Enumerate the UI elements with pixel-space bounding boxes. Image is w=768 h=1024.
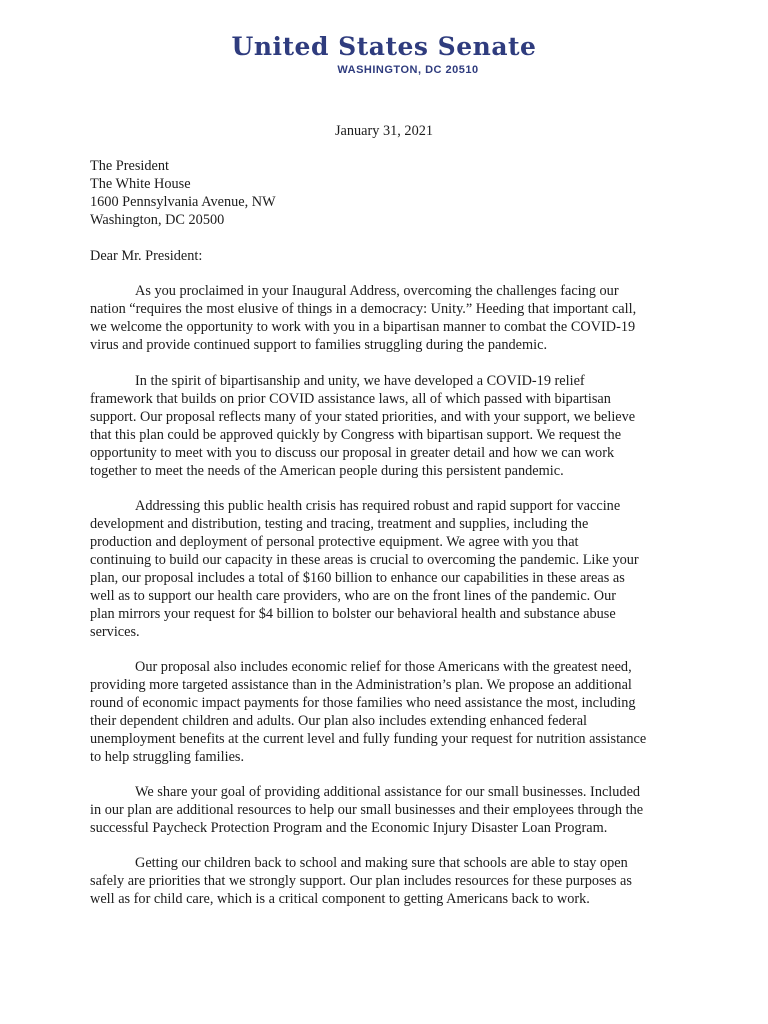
paragraph-line: framework that builds on prior COVID assistance laws, all of which passed with bipartisan	[90, 391, 611, 407]
paragraph-line: nation “requires the most elusive of things in a democracy: Unity.” Heeding that important call,	[90, 301, 637, 317]
paragraph-line: their dependent children and adults. Our plan also includes extending enhanced federal	[90, 713, 588, 729]
body-paragraph-1	[90, 282, 690, 354]
letterhead-subtitle: WASHINGTON, DC 20510	[337, 64, 479, 76]
paragraph-line: We share your goal of providing additional assistance for our small businesses. Included	[135, 784, 641, 800]
paragraph-line: round of economic impact payments for those families who need assistance the most, including	[90, 695, 636, 711]
paragraph-line: Getting our children back to school and making sure that schools are able to stay open	[135, 855, 628, 871]
paragraph-line: that this plan could be approved quickly by Congress with bipartisan support. We request the	[90, 427, 622, 443]
salutation: Dear Mr. President:	[90, 248, 203, 264]
paragraph-line: to help struggling families.	[90, 749, 245, 765]
paragraph-line: production and deployment of personal protective equipment. We agree with you that	[90, 534, 579, 550]
paragraph-line: continuing to build our capacity in these areas is crucial to overcoming the pandemic. Like your	[90, 552, 639, 568]
paragraph-line: As you proclaimed in your Inaugural Address, overcoming the challenges facing our	[135, 283, 619, 299]
paragraph-line: together to meet the needs of the American people during this persistent pandemic.	[90, 463, 564, 479]
address-line: Washington, DC 20500	[90, 212, 225, 228]
paragraph-line: we welcome the opportunity to work with you in a bipartisan manner to combat the COVID-19	[90, 319, 636, 335]
paragraph-line: well as to support our health care providers, who are on the front lines of the pandemic. Our	[90, 588, 617, 604]
body-paragraph-2	[90, 372, 690, 480]
paragraph-line: services.	[90, 624, 140, 640]
paragraph-line: virus and provide continued support to families struggling during the pandemic.	[90, 337, 548, 353]
body-paragraph-4	[90, 658, 690, 766]
paragraph-line: well as for child care, which is a critical component to getting Americans back to work.	[90, 891, 590, 907]
body-paragraph-3	[90, 497, 690, 641]
paragraph-line: Addressing this public health crisis has required robust and rapid support for vaccine	[135, 498, 621, 514]
letterhead-title: United States Senate	[231, 32, 537, 61]
senate-letterhead	[0, 32, 768, 77]
paragraph-line: plan mirrors your request for $4 billion to bolster our behavioral health and substance abuse	[90, 606, 616, 622]
body-paragraph-6	[90, 854, 690, 908]
address-line: The White House	[90, 176, 191, 192]
recipient-address	[90, 157, 276, 229]
address-line: The President	[90, 158, 170, 174]
paragraph-line: providing more targeted assistance than in the Administration’s plan. We propose an additional	[90, 677, 632, 693]
paragraph-line: In the spirit of bipartisanship and unity, we have developed a COVID-19 relief	[135, 373, 585, 389]
paragraph-line: safely are priorities that we strongly support. Our plan includes resources for these purposes as	[90, 873, 632, 889]
paragraph-line: opportunity to meet with you to discuss our proposal in greater detail and how we can work	[90, 445, 615, 461]
address-line: 1600 Pennsylvania Avenue, NW	[90, 194, 276, 210]
paragraph-line: support. Our proposal reflects many of your stated priorities, and with your support, we believe	[90, 409, 636, 425]
paragraph-line: Our proposal also includes economic relief for those Americans with the greatest need,	[135, 659, 632, 675]
letter-date: January 31, 2021	[334, 123, 434, 139]
paragraph-line: in our plan are additional resources to help our small businesses and their employees through the	[90, 802, 644, 818]
paragraph-line: unemployment benefits at the current level and fully funding your request for nutrition assistance	[90, 731, 647, 747]
paragraph-line: plan, our proposal includes a total of $160 billion to enhance our capabilities in these areas as	[90, 570, 625, 586]
paragraph-line: successful Paycheck Protection Program and the Economic Injury Disaster Loan Program.	[90, 820, 608, 836]
body-paragraph-5	[90, 783, 690, 837]
paragraph-line: development and distribution, testing and tracing, treatment and supplies, including the	[90, 516, 589, 532]
